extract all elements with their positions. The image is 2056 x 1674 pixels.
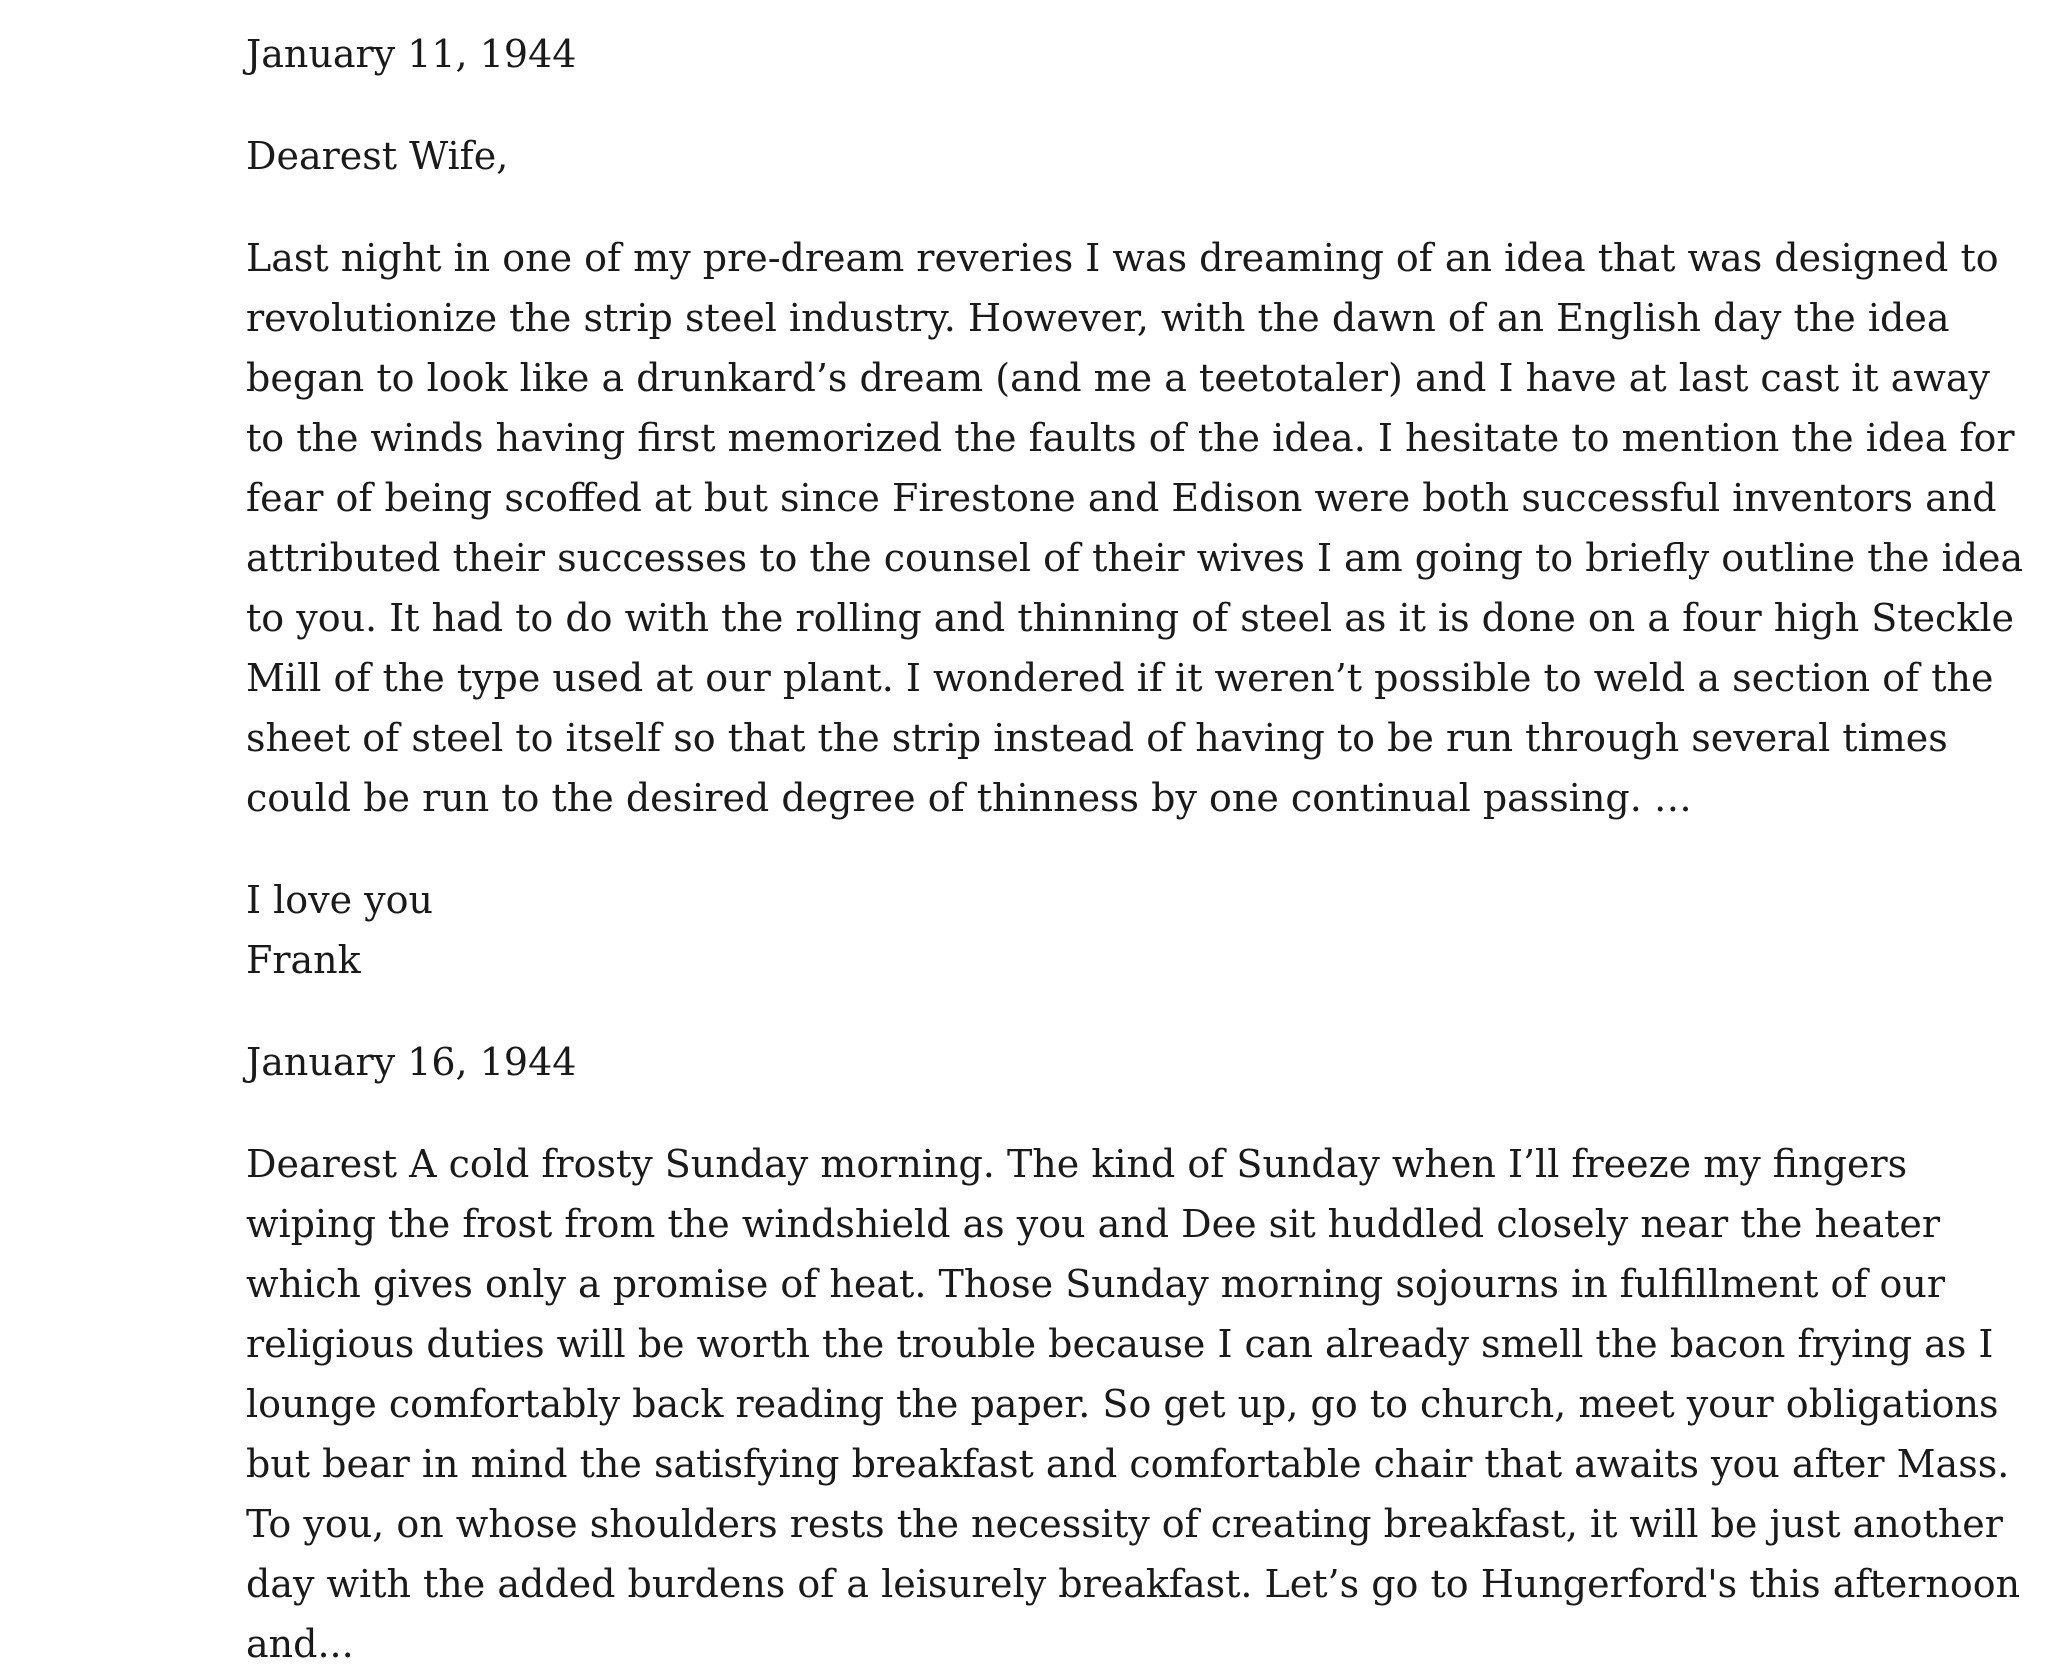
letter-body: Dearest A cold frosty Sunday morning. The kind of Sunday when I’ll freeze my fingers wiping the frost from the windshield as you and Dee sit huddled closely near the heater which gives only a promise of heat. Those Sunday morning sojourns in fulfillment of our religious duties will be worth the trouble because I can already smell the bacon frying as I lounge comfortably back reading the paper. So get up, go to church, meet your obligations but bear in mind the satisfying breakfast and comfortable chair that awaits you after Mass. To you, on whose shoulders rests the necessity of creating breakfast, it will be just another day with the added burdens of a leisurely breakfast. Let’s go to Hungerford's this afternoon and... — [246, 1142, 2021, 1666]
letter-signature: Frank — [246, 938, 361, 982]
letter-page — [246, 0, 2036, 1666]
letter-date: January 11, 1944 — [246, 32, 577, 76]
letter-closing: I love you — [246, 878, 433, 922]
letter-salutation: Dearest Wife, — [246, 134, 509, 178]
letter-signoff — [246, 870, 2036, 990]
letter-date: January 16, 1944 — [246, 1040, 577, 1084]
letter-body: Last night in one of my pre-dream reveries I was dreaming of an idea that was designed to revolutionize the strip steel industry. However, with the dawn of an English day the idea began to look like a drunkard’s dream (and me a teetotaler) and I have at last cast it away to the winds having first memorized the faults of the idea. I hesitate to mention the idea for fear of being scoffed at but since Firestone and Edison were both successful inventors and attributed their successes to the counsel of their wives I am going to briefly outline the idea to you. It had to do with the rolling and thinning of steel as it is done on a four high Steckle Mill of the type used at our plant. I wondered if it weren’t possible to weld a section of the sheet of steel to itself so that the strip instead of having to be run through several times could be run to the desired degree of thinness by one continual passing. … — [246, 236, 2024, 820]
